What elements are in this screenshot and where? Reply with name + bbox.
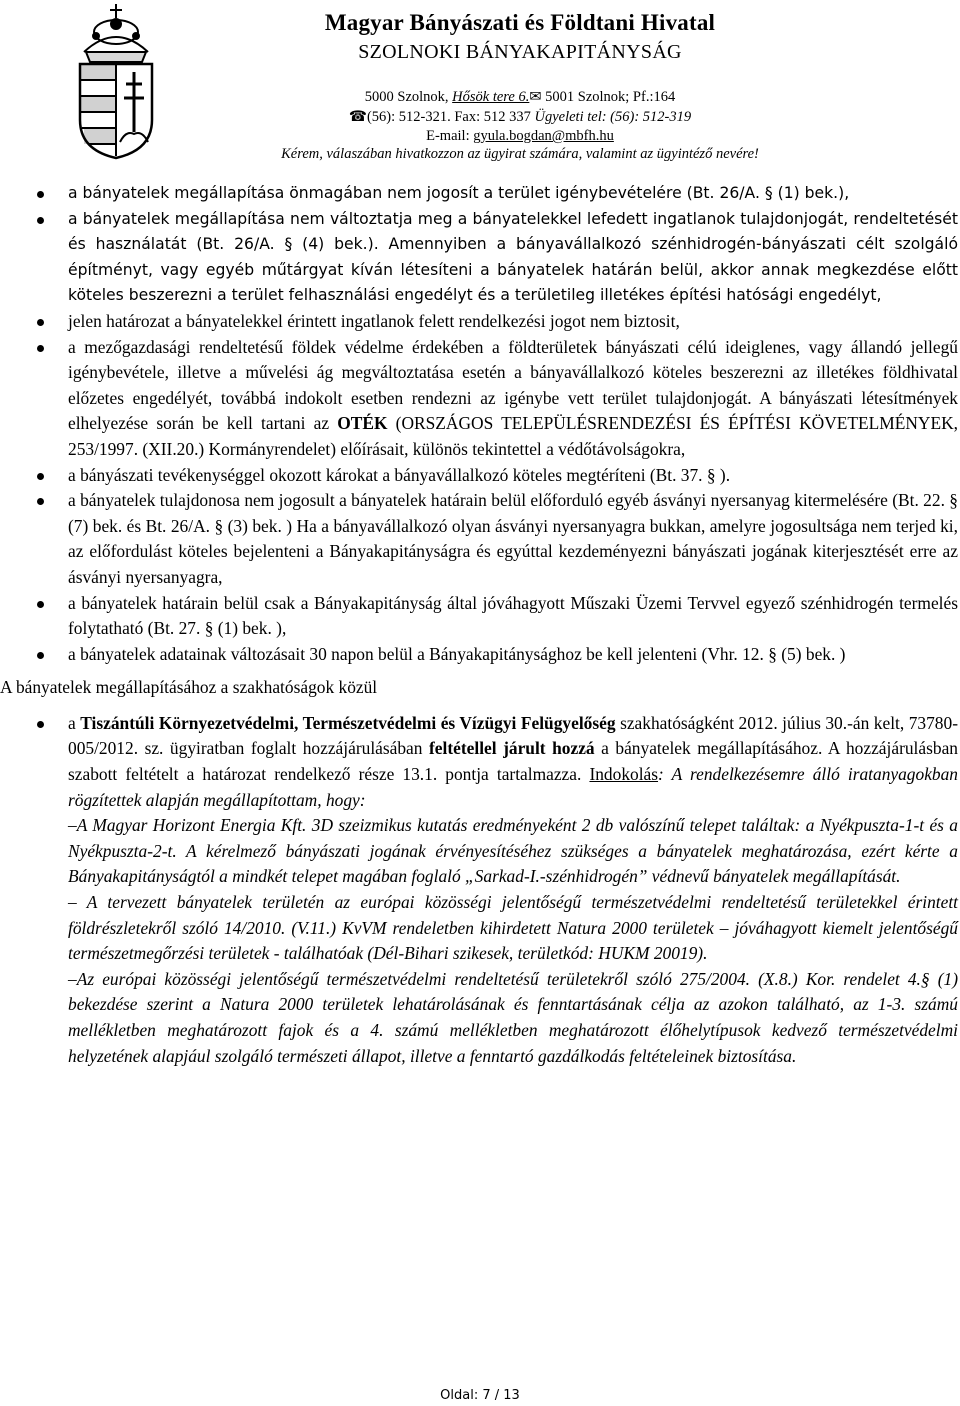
list-item-text: A bányászati létesítmények elhelyezése során be kell tartani az [68, 387, 958, 434]
list-item-text: a [68, 712, 81, 733]
list-item [0, 711, 958, 1069]
justification-paragraph: –Az európai közösségi jelentőségű természetvédelmi rendeltetésű területekről szóló 275/2004. (X.8.) Kor. rendelet 4.§ (1) bekezdése szerint a Natura 2000 területek lehatárolásának és fenntartásának célja az azokon található, az 1-3. számú mellékletben meghatározott fajok és a 4. számú mellékletben meghatározott élőhelytípusok kedvező természetvédelmi helyzetének alapjául szolgáló természeti állapot, illetve a fenntartó gazdálkodás feltételeinek biztosítása. [68, 968, 958, 1066]
justification-paragraph: –A Magyar Horizont Energia Kft. 3D szeizmikus kutatás eredményeként 2 db valószínű telepet találtak: a Nyékpuszta-1-t és a Nyékpuszta-2-t. A kérelmező bányászati jogának érvényesítéséhez szükséges a bányatelek meghatározása, ezért kérte a Bányakapitányságtól a mindkét telepet magában foglaló „Sarkad-I.-szénhidrogén” védnevű bányatelek megállapítását. [68, 815, 958, 887]
coat-of-arms-icon [70, 2, 162, 160]
list-item: a bányatelek határain belül csak a Bányakapitányság által jóváhagyott Műszaki Üzemi Tervvel egyező szénhidrogén termelés folytatható (Bt. 27. § (1) bek. ), [0, 591, 958, 642]
list-item: a bányatelek adatainak változásait 30 napon belül a Bányakapitánysághoz be kell jelenteni (Vhr. 12. § (5) bek. ) [0, 642, 958, 668]
list-item: a bányászati tevékenységgel okozott károkat a bányavállalkozó köteles megtéríteni (Bt. 37. § ). [0, 463, 958, 489]
mail-icon: ✉ [529, 89, 542, 105]
email-link[interactable]: gyula.bogdan@mbfh.hu [473, 128, 614, 144]
page-number: Oldal: 7 / 13 [440, 1388, 520, 1403]
list-item: a bányatelek megállapítása önmagában nem jogosít a terület igénybevételére (Bt. 26/A. § (1) bek.), [0, 181, 958, 207]
list-item [0, 335, 958, 463]
organization-name: Magyar Bányászati és Földtani Hivatal [324, 10, 716, 35]
list-item-text: szakhatóságként 2012. július 30.-án kelt, 73780-005/2012. sz. ügyiratban foglalt hozzájárulásában [68, 712, 958, 759]
department-name: SZOLNOKI BÁNYAKAPITÁNYSÁG [358, 41, 682, 63]
address-line [160, 89, 880, 106]
list-item: a bányatelek tulajdonosa nem jogosult a bányatelek határain belül előforduló egyéb ásványi nyersanyag kitermelésére (Bt. 22. § (7) bek. és Bt. 26/A. § (3) bek. ) Ha a bányavállalkozó olyan ásványi nyersanyagra bukkan, amelyre jogosultsága nem terjed ki, az előfordulást köteles bejelenteni a Bányakapitányságra és egyúttal kezdeményezni bányászati jogának kiterjesztését erre az ásványi nyersanyagra, [0, 488, 958, 590]
conditions-list [0, 181, 958, 667]
authority-name: Tiszántúli Környezetvédelmi, Természetvédelmi és Vízügyi Felügyelőség [80, 712, 616, 733]
list-item: a bányatelek megállapítása nem változtatja meg a bányatelekkel lefedett ingatlanok tulajdonjogát, rendeltetését és használatát (Bt. 26/A. § (4) bek.). Amennyiben a bányavállalkozó szénhidrogén-bányászati célt szolgáló építményt, vagy egyéb műtárgyat kíván létesíteni a bányatelek határán belül, akkor annak megkezdése előtt köteles beszerezni a terület felhasználási engedélyt és a területileg illetékes építési hatósági engedélyt, [0, 207, 958, 309]
email-line [160, 128, 880, 145]
address-street: Hősök tere 6. [452, 89, 530, 105]
email-label: E-mail: [426, 128, 474, 144]
justification-text: : A rendelkezésemre álló iratanyagokban rögzítettek alapján megállapítottam, hogy: [68, 764, 958, 810]
justification-label: Indokolás [589, 764, 659, 785]
address-city: 5000 Szolnok, [364, 89, 453, 105]
on-duty-phone: Ügyeleti tel: (56): 512-319 [534, 109, 692, 125]
phone-icon: ☎ [348, 109, 367, 125]
list-item-text: a bányatelek megállapításához. A hozzájárulásban szabott feltételt a határozat rendelkező része 13.1. pontja tartalmazza. [68, 738, 958, 785]
phone-line [160, 109, 880, 126]
consent-condition: feltétellel járult hozzá [429, 738, 595, 759]
list-item-text: a mezőgazdasági rendeltetésű földek védelme érdekében a földterületek bányászati célú ideiglenes, vagy állandó jellegű igénybevétele, illetve a művelési ág megváltoztatása esetén a bányavállalkozó köteles beszerezni az illetékes földhivatal előzetes engedélyét, továbbá indokolt esetben rendezni az igénybe vett terület tulajdonjogát. [68, 336, 958, 408]
otek-label: OTÉK [337, 413, 388, 434]
phone-fax: (56): 512-321. Fax: 512 337 [366, 109, 535, 125]
authorities-list [0, 711, 958, 1069]
document-body [0, 181, 958, 1069]
list-item-text: (ORSZÁGOS TELEPÜLÉSRENDEZÉSI ÉS ÉPÍTÉSI KÖVETELMÉNYEK, 253/1997. (XII.20.) Kormányrendelet) előírásait, különös tekintettel a védőtávolságokra, [68, 413, 958, 459]
reference-note: Kérem, válaszában hivatkozzon az ügyirat számára, valamint az ügyintéző nevére! [281, 146, 759, 162]
po-box: 5001 Szolnok; Pf.:164 [541, 89, 676, 105]
justification-paragraph: – A tervezett bányatelek területén az európai közösségi jelentőségű természetvédelmi rendeltetésű területekkel érintett földrészletekről szóló 14/2010. (V.11.) KvVM rendeletben kihirdetett Natura 2000 területek – jóváhagyott kiemelt jelentőségű természetmegőrzési területek - találhatóak (Dél-Bihari szikesek, területkód: HUKM 20019). [68, 892, 958, 964]
list-item: jelen határozat a bányatelekkel érintett ingatlanok felett rendelkezési jogot nem biztosit, [0, 309, 958, 335]
authorities-intro: A bányatelek megállapításához a szakhatóságok közül [0, 677, 378, 698]
